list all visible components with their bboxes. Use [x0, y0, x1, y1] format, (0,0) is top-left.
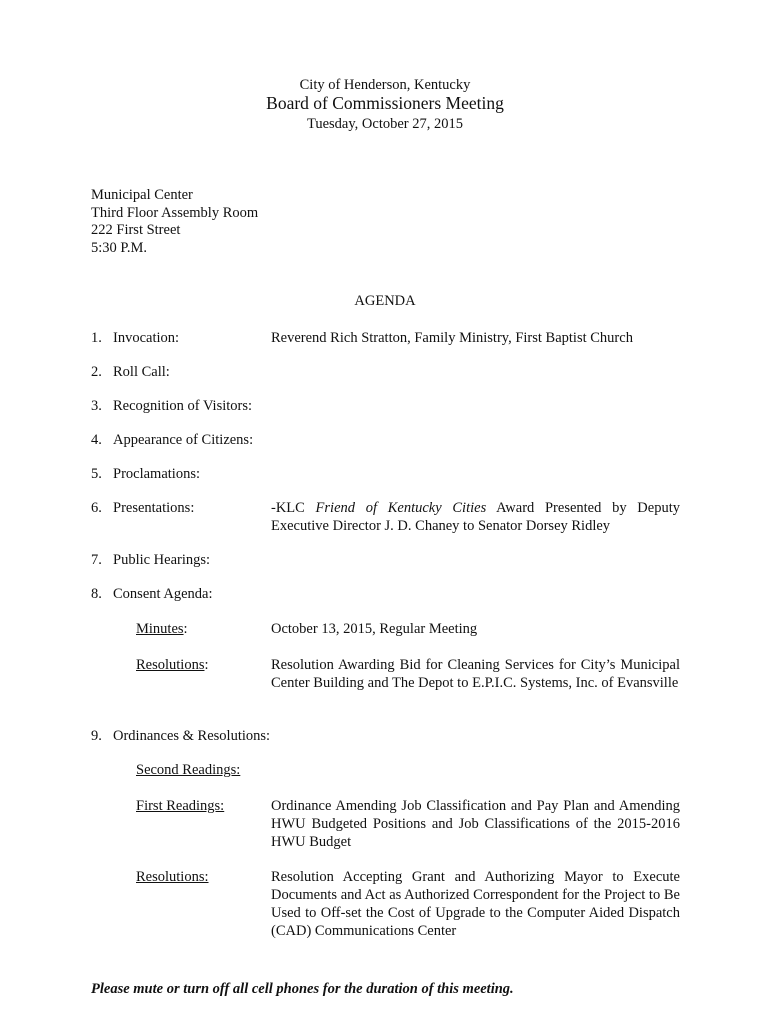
- item-invocation-label: Invocation:: [113, 330, 180, 346]
- consent-resolutions-heading: [136, 656, 209, 674]
- minutes-label: Minutes: [136, 621, 184, 637]
- city-name: City of Henderson, Kentucky: [299, 77, 471, 93]
- second-readings-label: Second Readings:: [136, 762, 241, 778]
- item-number: 8.: [91, 586, 102, 602]
- consent-resolutions-label: Resolutions: [136, 657, 205, 673]
- item-number: 3.: [91, 398, 102, 414]
- first-readings-detail: Ordinance Amending Job Classification and Pay Plan and Amending HWU Budgeted Positions and Job Classifications of the 2015-2016 HWU Budget: [271, 798, 680, 850]
- item-presentations-label: Presentations:: [113, 500, 195, 516]
- item-number: 2.: [91, 364, 102, 380]
- presentation-prefix: -KLC: [271, 500, 316, 516]
- item-number: 5.: [91, 466, 102, 482]
- consent-resolutions-colon: :: [204, 657, 209, 673]
- meeting-date: Tuesday, October 27, 2015: [307, 116, 463, 132]
- item-number: 7.: [91, 552, 102, 568]
- location-room: Third Floor Assembly Room: [91, 205, 259, 221]
- item-ordinances-label: Ordinances & Resolutions:: [113, 728, 271, 744]
- item-public-hearings-label: Public Hearings:: [113, 552, 211, 568]
- item-number: 6.: [91, 500, 102, 516]
- item-presentations-detail: [271, 499, 680, 535]
- location-building: Municipal Center: [91, 187, 193, 203]
- consent-resolutions-detail: Resolution Awarding Bid for Cleaning Services for City’s Municipal Center Building and The Depot to E.P.I.C. Systems, Inc. of Evansville: [271, 657, 680, 691]
- agenda-heading: AGENDA: [354, 293, 416, 309]
- item-proclamations-label: Proclamations:: [113, 466, 200, 482]
- item-number: 9.: [91, 728, 102, 744]
- presentation-text: Award Presented by Deputy Executive Director J. D. Chaney to Senator Dorsey Ridley: [271, 500, 680, 534]
- ordinance-resolutions-label: Resolutions:: [136, 869, 209, 885]
- award-name: Friend of Kentucky Cities: [315, 500, 487, 516]
- item-invocation-detail: Reverend Rich Stratton, Family Ministry, First Baptist Church: [271, 330, 633, 346]
- location-address: 222 First Street: [91, 222, 181, 238]
- item-recognition-label: Recognition of Visitors:: [113, 398, 253, 414]
- first-readings-label: First Readings:: [136, 798, 225, 814]
- item-number: 1.: [91, 330, 102, 346]
- item-roll-call-label: Roll Call:: [113, 364, 170, 380]
- item-appearance-label: Appearance of Citizens:: [113, 432, 254, 448]
- cell-phone-notice: Please mute or turn off all cell phones for the duration of this meeting.: [91, 981, 514, 997]
- minutes-colon: :: [183, 621, 188, 637]
- item-number: 4.: [91, 432, 102, 448]
- minutes-heading: [136, 620, 188, 638]
- location-time: 5:30 P.M.: [91, 240, 148, 256]
- minutes-detail: October 13, 2015, Regular Meeting: [271, 621, 478, 637]
- meeting-title: Board of Commissioners Meeting: [266, 93, 504, 113]
- item-consent-agenda-label: Consent Agenda:: [113, 586, 213, 602]
- ordinance-resolutions-detail: Resolution Accepting Grant and Authorizing Mayor to Execute Documents and Act as Authorized Correspondent for the Project to Be Used to Off-set the Cost of Upgrade to the Computer Aided Dispatch (CAD) Communications Center: [271, 869, 680, 939]
